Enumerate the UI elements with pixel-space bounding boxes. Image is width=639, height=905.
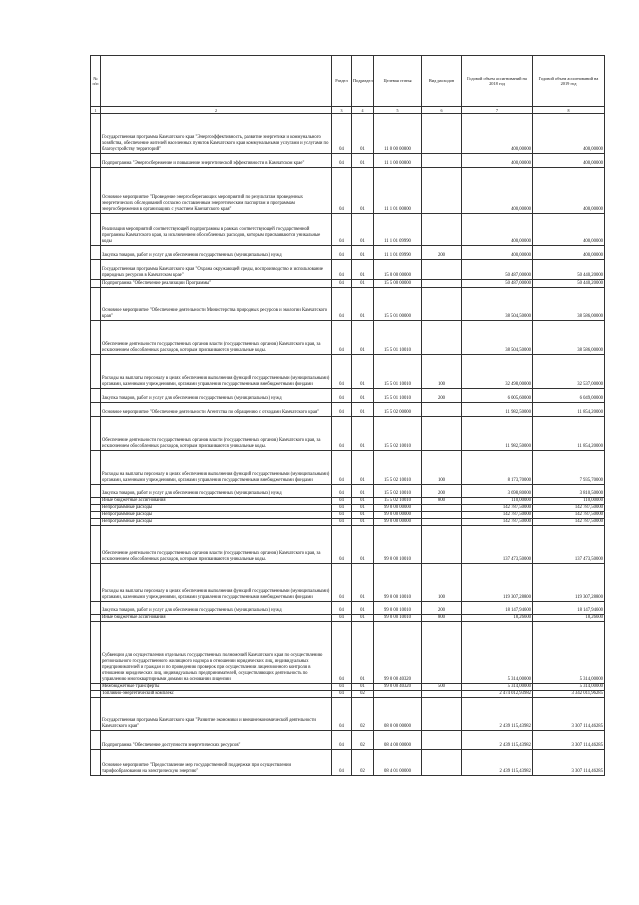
table-row bbox=[91, 389, 605, 403]
row-target-cell: 99 0 00 40320 bbox=[374, 622, 422, 684]
row-y2019-cell: 137 473,50000 bbox=[533, 526, 605, 564]
row-y2019-cell: 400,00000 bbox=[533, 168, 605, 214]
row-name-cell: Закупка товаров, работ и услуг для обеспечения государственных (муниципальных) нужд bbox=[101, 389, 332, 403]
row-y2018-cell: 18 147,94600 bbox=[462, 602, 533, 615]
row-num-cell bbox=[91, 485, 101, 498]
row-num-cell bbox=[91, 154, 101, 168]
row-vid-cell bbox=[422, 698, 462, 731]
row-num-cell bbox=[91, 260, 101, 280]
row-podrazdel-cell: 01 bbox=[352, 403, 374, 417]
table-row bbox=[91, 114, 605, 154]
table-row bbox=[91, 698, 605, 731]
row-num-cell bbox=[91, 750, 101, 776]
row-y2018-cell: 8 173,70000 bbox=[462, 451, 533, 485]
row-target-cell: 15 5 02 10010 bbox=[374, 417, 422, 451]
row-vid-cell bbox=[422, 417, 462, 451]
row-y2019-cell: 142 787,50000 bbox=[533, 505, 605, 512]
row-vid-cell bbox=[422, 750, 462, 776]
row-y2018-cell: 400,00000 bbox=[462, 168, 533, 214]
header-y2018: Годовой объем ассигнований на 2018 год bbox=[462, 56, 533, 107]
row-y2019-cell: 400,00000 bbox=[533, 154, 605, 168]
row-num-cell bbox=[91, 698, 101, 731]
table-row bbox=[91, 526, 605, 564]
row-name-cell: Непрограммные расходы bbox=[101, 519, 332, 526]
row-num-cell bbox=[91, 214, 101, 246]
table-row bbox=[91, 246, 605, 260]
row-y2019-cell: 7 935,70000 bbox=[533, 451, 605, 485]
row-name-cell: Закупка товаров, работ и услуг для обеспечения государственных (муниципальных) нужд bbox=[101, 602, 332, 615]
header-num: № п/п bbox=[91, 56, 101, 107]
row-target-cell: 15 5 02 10010 bbox=[374, 485, 422, 498]
table-row bbox=[91, 622, 605, 684]
row-name-cell: Государственная программа Камчатского края "Охрана окружающей среды, воспроизводство и использование природных ресурсов в Камчатском крае" bbox=[101, 260, 332, 280]
row-y2018-cell: 2 439 115,43982 bbox=[462, 750, 533, 776]
row-target-cell: 11 0 00 00000 bbox=[374, 114, 422, 154]
table-row bbox=[91, 168, 605, 214]
row-y2019-cell: 38 586,00000 bbox=[533, 321, 605, 355]
row-podrazdel-cell: 01 bbox=[352, 615, 374, 622]
row-vid-cell: 100 bbox=[422, 451, 462, 485]
row-y2019-cell: 142 787,50000 bbox=[533, 519, 605, 526]
row-name-cell: Обеспечение деятельности государственных органов власти (государственных органов) Камчатского края, за исключением обособленных расходов, которым присваиваются уникальные коды. bbox=[101, 526, 332, 564]
row-name-cell: Подпрограмма "Энергосбережение и повышение энергетической эффективности в Камчатском крае" bbox=[101, 154, 332, 168]
row-target-cell: 11 1 01 09990 bbox=[374, 246, 422, 260]
row-razdel-cell: 04 bbox=[332, 321, 352, 355]
row-vid-cell: 100 bbox=[422, 564, 462, 602]
row-podrazdel-cell: 01 bbox=[352, 260, 374, 280]
row-razdel-cell: 04 bbox=[332, 519, 352, 526]
row-name-cell: Государственная программа Камчатского края "Энергоэффективность, развитие энергетики и коммунального хозяйства, обеспечение жителей населенных пунктов Камчатского края коммунальными услугами и услугами по благоустройству территорий" bbox=[101, 114, 332, 154]
row-y2018-cell: 50 487,00000 bbox=[462, 260, 533, 280]
row-target-cell: 15 5 01 10010 bbox=[374, 355, 422, 389]
row-y2018-cell: 400,00000 bbox=[462, 246, 533, 260]
row-num-cell bbox=[91, 498, 101, 505]
row-num-cell bbox=[91, 246, 101, 260]
row-vid-cell: 200 bbox=[422, 485, 462, 498]
row-num-cell bbox=[91, 403, 101, 417]
row-target-cell: 15 5 02 10010 bbox=[374, 451, 422, 485]
row-vid-cell bbox=[422, 260, 462, 280]
row-razdel-cell: 04 bbox=[332, 288, 352, 321]
col-number: 4 bbox=[352, 107, 374, 114]
table-row bbox=[91, 355, 605, 389]
row-podrazdel-cell: 01 bbox=[352, 280, 374, 288]
row-name-cell: Обеспечение деятельности государственных органов власти (государственных органов) Камчатского края, за исключением обособленных расходов, которым присваиваются уникальные коды. bbox=[101, 321, 332, 355]
row-y2018-cell: 400,00000 bbox=[462, 214, 533, 246]
budget-table-sheet bbox=[90, 55, 604, 776]
row-num-cell bbox=[91, 691, 101, 698]
row-vid-cell bbox=[422, 154, 462, 168]
row-target-cell: 11 1 00 00000 bbox=[374, 154, 422, 168]
row-target-cell: 15 5 02 10010 bbox=[374, 498, 422, 505]
row-num-cell bbox=[91, 355, 101, 389]
row-razdel-cell: 04 bbox=[332, 154, 352, 168]
column-number-row bbox=[91, 107, 605, 114]
row-razdel-cell: 04 bbox=[332, 622, 352, 684]
row-razdel-cell: 04 bbox=[332, 168, 352, 214]
row-target-cell: 99 0 00 00000 bbox=[374, 505, 422, 512]
row-razdel-cell: 04 bbox=[332, 417, 352, 451]
row-podrazdel-cell: 01 bbox=[352, 246, 374, 260]
table-row bbox=[91, 519, 605, 526]
row-name-cell: Расходы на выплаты персоналу в целях обеспечения выполнения функций государственными (муниципальными) органами, казенными учреждениями, органами управления государственными внебюджетными фондами bbox=[101, 451, 332, 485]
row-y2018-cell: 2 474 012,93982 bbox=[462, 691, 533, 698]
row-vid-cell bbox=[422, 526, 462, 564]
row-y2019-cell: 3 307 114,46285 bbox=[533, 731, 605, 750]
row-name-cell: Закупка товаров, работ и услуг для обеспечения государственных (муниципальных) нужд bbox=[101, 485, 332, 498]
row-vid-cell bbox=[422, 168, 462, 214]
row-vid-cell bbox=[422, 731, 462, 750]
table-row bbox=[91, 602, 605, 615]
row-podrazdel-cell: 01 bbox=[352, 451, 374, 485]
table-row bbox=[91, 280, 605, 288]
row-podrazdel-cell: 01 bbox=[352, 564, 374, 602]
row-target-cell: 15 5 01 10010 bbox=[374, 321, 422, 355]
row-vid-cell bbox=[422, 214, 462, 246]
row-y2018-cell: 142 787,50000 bbox=[462, 519, 533, 526]
row-podrazdel-cell: 01 bbox=[352, 684, 374, 691]
row-y2018-cell: 3 698,80000 bbox=[462, 485, 533, 498]
row-target-cell: 15 5 01 10010 bbox=[374, 389, 422, 403]
row-podrazdel-cell: 01 bbox=[352, 114, 374, 154]
col-number: 2 bbox=[101, 107, 332, 114]
row-y2019-cell: 400,00000 bbox=[533, 246, 605, 260]
row-podrazdel-cell: 01 bbox=[352, 519, 374, 526]
row-podrazdel-cell: 01 bbox=[352, 622, 374, 684]
row-name-cell: Межбюджетные трансферты bbox=[101, 684, 332, 691]
row-num-cell bbox=[91, 505, 101, 512]
row-y2019-cell: 11 854,20000 bbox=[533, 403, 605, 417]
row-podrazdel-cell: 01 bbox=[352, 389, 374, 403]
row-razdel-cell: 04 bbox=[332, 731, 352, 750]
row-y2018-cell: 5 314,00000 bbox=[462, 684, 533, 691]
row-target-cell: 08 4 01 00000 bbox=[374, 750, 422, 776]
row-podrazdel-cell: 01 bbox=[352, 321, 374, 355]
row-podrazdel-cell: 01 bbox=[352, 214, 374, 246]
row-podrazdel-cell: 01 bbox=[352, 526, 374, 564]
table-row bbox=[91, 288, 605, 321]
row-podrazdel-cell: 02 bbox=[352, 698, 374, 731]
row-podrazdel-cell: 01 bbox=[352, 168, 374, 214]
table-row bbox=[91, 417, 605, 451]
row-razdel-cell: 04 bbox=[332, 485, 352, 498]
row-razdel-cell: 04 bbox=[332, 512, 352, 519]
row-razdel-cell: 04 bbox=[332, 214, 352, 246]
table-row bbox=[91, 485, 605, 498]
row-num-cell bbox=[91, 622, 101, 684]
row-num-cell bbox=[91, 321, 101, 355]
row-razdel-cell: 04 bbox=[332, 355, 352, 389]
row-vid-cell: 800 bbox=[422, 615, 462, 622]
row-vid-cell: 200 bbox=[422, 602, 462, 615]
row-num-cell bbox=[91, 451, 101, 485]
row-y2019-cell: 6 049,00000 bbox=[533, 389, 605, 403]
row-y2018-cell: 119 307,28800 bbox=[462, 564, 533, 602]
row-num-cell bbox=[91, 417, 101, 451]
row-podrazdel-cell: 02 bbox=[352, 731, 374, 750]
row-target-cell: 99 0 00 10010 bbox=[374, 526, 422, 564]
row-y2018-cell: 11 982,50000 bbox=[462, 403, 533, 417]
row-podrazdel-cell: 01 bbox=[352, 505, 374, 512]
table-row bbox=[91, 403, 605, 417]
col-number: 7 bbox=[462, 107, 533, 114]
row-y2019-cell: 3 307 114,46285 bbox=[533, 750, 605, 776]
row-podrazdel-cell: 01 bbox=[352, 498, 374, 505]
row-podrazdel-cell: 01 bbox=[352, 417, 374, 451]
row-y2019-cell: 400,00000 bbox=[533, 114, 605, 154]
row-podrazdel-cell: 01 bbox=[352, 288, 374, 321]
table-row bbox=[91, 731, 605, 750]
row-y2018-cell: 110,00000 bbox=[462, 498, 533, 505]
row-target-cell: 99 0 00 10010 bbox=[374, 602, 422, 615]
row-y2019-cell: 3 810,50000 bbox=[533, 485, 605, 498]
row-y2019-cell: 32 537,00000 bbox=[533, 355, 605, 389]
row-y2018-cell: 2 439 115,43982 bbox=[462, 731, 533, 750]
table-row bbox=[91, 691, 605, 698]
row-name-cell: Субвенции для осуществления отдельных государственных полномочий Камчатского края по осуществлению регионального государственного жилищного надзора в отношении юридических лиц, индивидуальных предпринимателей и граждан и по проведению проверок при осуществлении лицензионного контроля в отношении юридических лиц, индивидуальных предпринимателей, осуществляющих деятельность по управлению многоквартирными домами на основании лицензии bbox=[101, 622, 332, 684]
row-razdel-cell: 04 bbox=[332, 564, 352, 602]
row-target-cell: 08 0 00 00000 bbox=[374, 698, 422, 731]
row-target-cell: 15 5 00 00000 bbox=[374, 280, 422, 288]
row-y2018-cell: 18,26600 bbox=[462, 615, 533, 622]
col-number: 6 bbox=[422, 107, 462, 114]
row-name-cell: Реализация мероприятий соответствующей подпрограммы в рамках соответствующей государственной программы Камчатского края, за исключением обособленных расходов, которым присваиваются уникальные коды bbox=[101, 214, 332, 246]
row-name-cell: Расходы на выплаты персоналу в целях обеспечения выполнения функций государственными (муниципальными) органами, казенными учреждениями, органами управления государственными внебюджетными фондами bbox=[101, 564, 332, 602]
row-y2019-cell: 18,26600 bbox=[533, 615, 605, 622]
row-y2019-cell: 50 440,20000 bbox=[533, 280, 605, 288]
row-podrazdel-cell: 01 bbox=[352, 154, 374, 168]
row-y2018-cell: 38 504,50000 bbox=[462, 288, 533, 321]
table-row bbox=[91, 498, 605, 505]
row-y2018-cell: 11 982,50000 bbox=[462, 417, 533, 451]
row-razdel-cell: 04 bbox=[332, 451, 352, 485]
row-name-cell: Иные бюджетные ассигнования bbox=[101, 615, 332, 622]
row-y2019-cell: 5 314,00000 bbox=[533, 622, 605, 684]
row-num-cell bbox=[91, 615, 101, 622]
row-y2019-cell: 5 314,00000 bbox=[533, 684, 605, 691]
row-target-cell: 15 5 01 00000 bbox=[374, 288, 422, 321]
row-podrazdel-cell: 02 bbox=[352, 750, 374, 776]
row-name-cell: Расходы на выплаты персоналу в целях обеспечения выполнения функций государственными (муниципальными) органами, казенными учреждениями, органами управления государственными внебюджетными фондами bbox=[101, 355, 332, 389]
row-podrazdel-cell: 01 bbox=[352, 485, 374, 498]
header-y2019: Годовой объем ассигнований на 2019 год bbox=[533, 56, 605, 107]
row-y2019-cell: 400,00000 bbox=[533, 214, 605, 246]
row-name-cell: Иные бюджетные ассигнования bbox=[101, 498, 332, 505]
header-target: Целевая статья bbox=[374, 56, 422, 107]
row-vid-cell bbox=[422, 403, 462, 417]
row-target-cell bbox=[374, 691, 422, 698]
table-row bbox=[91, 214, 605, 246]
row-num-cell bbox=[91, 602, 101, 615]
row-razdel-cell: 04 bbox=[332, 114, 352, 154]
col-number: 8 bbox=[533, 107, 605, 114]
row-podrazdel-cell: 01 bbox=[352, 512, 374, 519]
row-name-cell: Непрограммные расходы bbox=[101, 505, 332, 512]
row-vid-cell: 100 bbox=[422, 355, 462, 389]
table-body bbox=[91, 114, 605, 776]
row-y2018-cell: 137 473,50000 bbox=[462, 526, 533, 564]
row-target-cell: 15 0 00 00000 bbox=[374, 260, 422, 280]
header-podrazdel: Подраздел bbox=[352, 56, 374, 107]
table-row bbox=[91, 684, 605, 691]
row-vid-cell: 500 bbox=[422, 684, 462, 691]
row-vid-cell bbox=[422, 622, 462, 684]
row-target-cell: 99 0 00 10010 bbox=[374, 615, 422, 622]
row-y2019-cell: 110,00000 bbox=[533, 498, 605, 505]
table-row bbox=[91, 615, 605, 622]
row-name-cell: Подпрограмма "Обеспечение доступности энергетических ресурсов" bbox=[101, 731, 332, 750]
col-number: 5 bbox=[374, 107, 422, 114]
row-razdel-cell: 04 bbox=[332, 505, 352, 512]
row-y2019-cell: 3 342 011,96285 bbox=[533, 691, 605, 698]
row-razdel-cell: 04 bbox=[332, 403, 352, 417]
header-razdel: Раздел bbox=[332, 56, 352, 107]
row-vid-cell bbox=[422, 321, 462, 355]
row-podrazdel-cell: 02 bbox=[352, 691, 374, 698]
row-y2018-cell: 38 504,50000 bbox=[462, 321, 533, 355]
header-name bbox=[101, 56, 332, 107]
budget-table bbox=[90, 55, 605, 776]
row-podrazdel-cell: 01 bbox=[352, 602, 374, 615]
row-podrazdel-cell: 01 bbox=[352, 355, 374, 389]
row-y2019-cell: 38 586,00000 bbox=[533, 288, 605, 321]
row-target-cell: 99 0 00 40320 bbox=[374, 684, 422, 691]
col-number: 3 bbox=[332, 107, 352, 114]
row-num-cell bbox=[91, 512, 101, 519]
row-name-cell: Подпрограмма "Обеспечение реализации Программы" bbox=[101, 280, 332, 288]
row-razdel-cell: 04 bbox=[332, 498, 352, 505]
row-vid-cell: 800 bbox=[422, 498, 462, 505]
row-vid-cell bbox=[422, 691, 462, 698]
row-razdel-cell: 04 bbox=[332, 280, 352, 288]
row-razdel-cell: 04 bbox=[332, 526, 352, 564]
row-name-cell: Основное мероприятие "Предоставление мер государственной поддержки при осуществлении тарифообразования на электрическую энергию" bbox=[101, 750, 332, 776]
table-row bbox=[91, 321, 605, 355]
row-razdel-cell: 04 bbox=[332, 684, 352, 691]
row-target-cell: 99 0 00 10010 bbox=[374, 564, 422, 602]
row-name-cell: Основное мероприятие "Обеспечение деятельности Агентства по обращению с отходами Камчатского края" bbox=[101, 403, 332, 417]
row-vid-cell bbox=[422, 280, 462, 288]
row-name-cell: Государственная программа Камчатского края "Развитие экономики и внешнеэкономической деятельности Камчатского края" bbox=[101, 698, 332, 731]
row-y2019-cell: 11 854,20000 bbox=[533, 417, 605, 451]
row-num-cell bbox=[91, 280, 101, 288]
table-row bbox=[91, 750, 605, 776]
row-target-cell: 08 4 00 00000 bbox=[374, 731, 422, 750]
row-vid-cell bbox=[422, 512, 462, 519]
row-y2018-cell: 6 005,60000 bbox=[462, 389, 533, 403]
row-name-cell: Основное мероприятие "Проведение энергосберегающих мероприятий по результатам проведенных энергетических обследований согласно составленным энергетическим паспортам и программам энергосбережения в организациях с участием Камчатского края" bbox=[101, 168, 332, 214]
row-num-cell bbox=[91, 684, 101, 691]
row-y2018-cell: 400,00000 bbox=[462, 154, 533, 168]
row-num-cell bbox=[91, 389, 101, 403]
row-y2018-cell: 142 787,50000 bbox=[462, 512, 533, 519]
row-y2019-cell: 50 440,20000 bbox=[533, 260, 605, 280]
row-razdel-cell: 04 bbox=[332, 246, 352, 260]
row-y2019-cell: 18 147,94600 bbox=[533, 602, 605, 615]
row-razdel-cell: 04 bbox=[332, 691, 352, 698]
row-vid-cell bbox=[422, 519, 462, 526]
row-y2018-cell: 50 487,00000 bbox=[462, 280, 533, 288]
row-vid-cell bbox=[422, 114, 462, 154]
row-vid-cell bbox=[422, 505, 462, 512]
row-name-cell: Обеспечение деятельности государственных органов власти (государственных органов) Камчатского края, за исключением обособленных расходов, которым присваиваются уникальные коды. bbox=[101, 417, 332, 451]
row-target-cell: 99 0 00 00000 bbox=[374, 512, 422, 519]
row-name-cell: Основное мероприятие "Обеспечение деятельности Министерства природных ресурсов и экологии Камчатского края" bbox=[101, 288, 332, 321]
table-row bbox=[91, 512, 605, 519]
row-y2019-cell: 119 307,28800 bbox=[533, 564, 605, 602]
row-y2019-cell: 3 307 114,46285 bbox=[533, 698, 605, 731]
row-target-cell: 11 1 01 09990 bbox=[374, 214, 422, 246]
row-num-cell bbox=[91, 564, 101, 602]
row-num-cell bbox=[91, 114, 101, 154]
row-y2018-cell: 32 498,00000 bbox=[462, 355, 533, 389]
table-row bbox=[91, 260, 605, 280]
row-razdel-cell: 04 bbox=[332, 260, 352, 280]
table-row bbox=[91, 154, 605, 168]
row-name-cell: Закупка товаров, работ и услуг для обеспечения государственных (муниципальных) нужд bbox=[101, 246, 332, 260]
row-name-cell: Непрограммные расходы bbox=[101, 512, 332, 519]
table-row bbox=[91, 505, 605, 512]
row-y2018-cell: 2 439 115,43982 bbox=[462, 698, 533, 731]
row-num-cell bbox=[91, 526, 101, 564]
row-razdel-cell: 04 bbox=[332, 389, 352, 403]
row-razdel-cell: 04 bbox=[332, 602, 352, 615]
table-row bbox=[91, 564, 605, 602]
col-number: 1 bbox=[91, 107, 101, 114]
row-razdel-cell: 04 bbox=[332, 615, 352, 622]
row-name-cell: Топливно-энергетический комплекс bbox=[101, 691, 332, 698]
row-razdel-cell: 04 bbox=[332, 750, 352, 776]
row-vid-cell: 200 bbox=[422, 246, 462, 260]
row-vid-cell: 200 bbox=[422, 389, 462, 403]
row-y2018-cell: 142 787,50000 bbox=[462, 505, 533, 512]
row-num-cell bbox=[91, 519, 101, 526]
header-row bbox=[91, 56, 605, 107]
row-num-cell bbox=[91, 288, 101, 321]
header-vid: Вид расходов bbox=[422, 56, 462, 107]
row-target-cell: 15 5 02 00000 bbox=[374, 403, 422, 417]
row-num-cell bbox=[91, 731, 101, 750]
row-num-cell bbox=[91, 168, 101, 214]
row-y2018-cell: 400,00000 bbox=[462, 114, 533, 154]
table-row bbox=[91, 451, 605, 485]
row-y2018-cell: 5 314,00000 bbox=[462, 622, 533, 684]
row-y2019-cell: 142 787,50000 bbox=[533, 512, 605, 519]
row-target-cell: 99 0 00 00000 bbox=[374, 519, 422, 526]
row-target-cell: 11 1 01 00000 bbox=[374, 168, 422, 214]
row-vid-cell bbox=[422, 288, 462, 321]
row-razdel-cell: 04 bbox=[332, 698, 352, 731]
